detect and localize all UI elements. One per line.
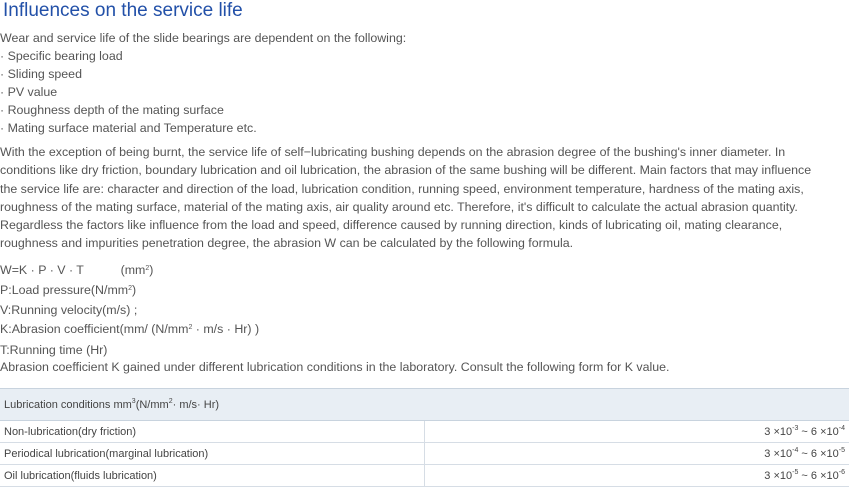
def-p: P:Load $pressure(N/mm^2)$ — [0, 283, 137, 297]
formula-main: W=K · P · V · T — [0, 263, 84, 277]
bullet-item: · Roughness depth of the mating surface — [0, 103, 224, 117]
table-row — [0, 465, 849, 487]
bullet-item: · Mating surface material and Temperature etc. — [0, 121, 257, 135]
bullet-item: · Sliding speed — [0, 67, 82, 81]
table-row — [0, 421, 849, 443]
table-cell-label: Non-lubrication(dry friction) — [0, 421, 425, 443]
table-header-row — [0, 389, 849, 421]
table-cell-label: Oil lubrication(fluids lubrication) — [0, 465, 425, 487]
paragraph-line: With the exception of being burnt, the service life of self−lubricating bushing depends on the abrasion degree of the bushing's inner diameter. In — [0, 145, 786, 159]
k-note: Abrasion coefficient K gained under different lubrication conditions in the laboratory. Consult the following form for K value. — [0, 360, 670, 374]
def-k: K:Abrasion coefficient(mm/ $(N/mm^2 \cdot m/s \cdot Hr)$ ) — [0, 322, 260, 336]
def-t: T:Running time (Hr) — [0, 343, 108, 357]
formula-unit: (mm — [120, 263, 146, 277]
table-row — [0, 443, 849, 465]
bullet-item: · Specific bearing load — [0, 49, 123, 63]
table-cell-value: $3 \times 10^{-3}$ ~ $6 \times 10^{-4}$ — [425, 421, 849, 443]
table-header: Lubrication conditions $mm^3(N/mm^2\cdot m/s\cdot Hr)$ — [0, 389, 849, 421]
paragraph-line: Regardless the factors like influence from the load and speed, difference caused by running direction, kinds of lubricating oil, mating clearance, — [0, 218, 783, 233]
description-paragraph — [0, 143, 849, 253]
paragraph-line: conditions like dry friction, boundary lubrication and oil lubrication, the abrasion of the same bushing will be different. Main factors that may influence — [0, 163, 812, 178]
table-cell-value: $3 \times 10^{-5}$ ~ $6 \times 10^{-6}$ — [425, 465, 849, 487]
page-title: Influences on the service life — [3, 0, 243, 21]
paragraph-line: the service life are: character and direction of the load, lubrication condition, running speed, environment temperature, hardness of the mating axis, — [0, 181, 804, 196]
intro-text: Wear and service life of the slide bearings are dependent on the following: — [0, 31, 407, 45]
paragraph-line: roughness and impurities penetration degree, the abrasion W can be calculated by the following formula. — [0, 236, 574, 251]
bullet-item: · PV value — [0, 85, 58, 99]
table-cell-value: $3 \times 10^{-4}$ ~ $6 \times 10^{-5}$ — [425, 443, 849, 465]
def-v: V:Running velocity(m/s) ; — [0, 303, 138, 317]
table-cell-label: Periodical lubrication(marginal lubrication) — [0, 443, 425, 465]
paragraph-line: roughness of the mating surface, material of the mating axis, air quality around etc. Therefore, it's difficult to calculate the actual abrasion quantity. — [0, 199, 798, 214]
formula: W=K · P · V · T $(mm^2)$ — [0, 263, 154, 277]
k-value-table — [0, 388, 849, 487]
